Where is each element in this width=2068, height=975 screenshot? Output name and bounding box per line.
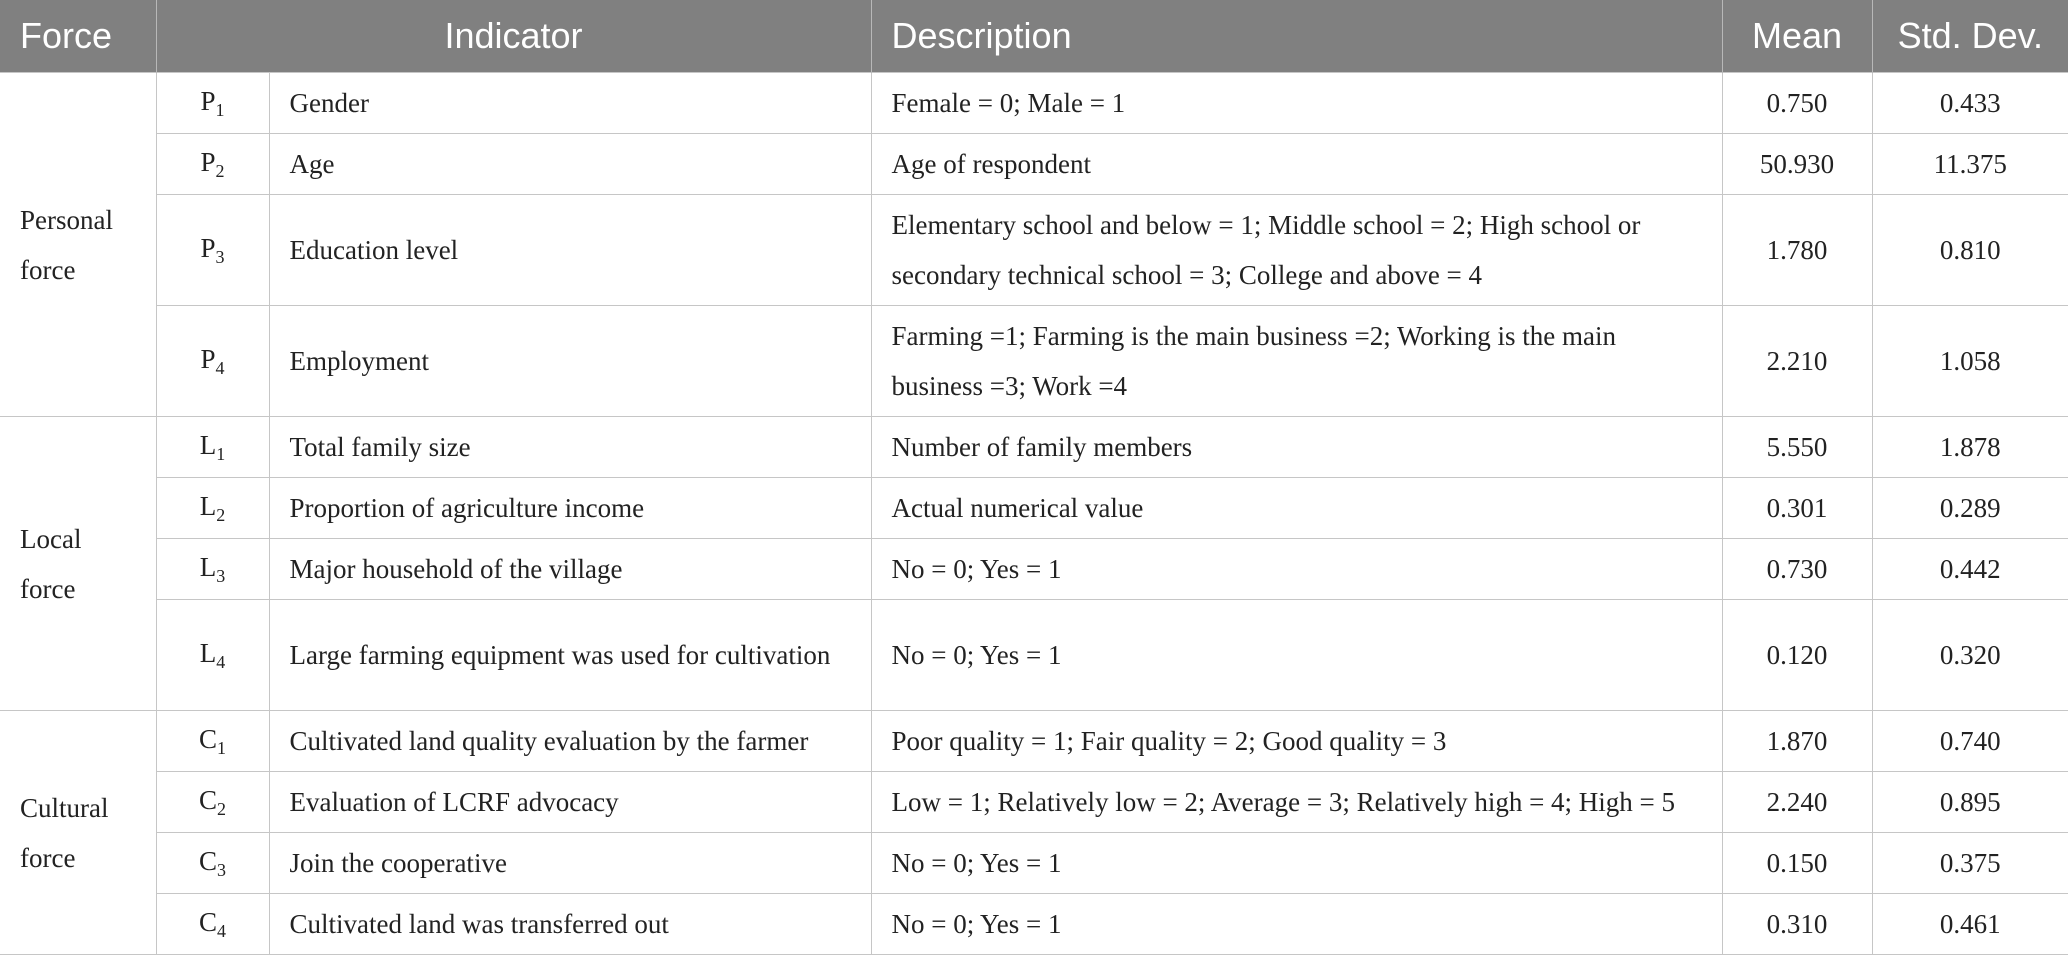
std-cell: 0.375: [1872, 833, 2068, 894]
std-cell: 11.375: [1872, 134, 2068, 195]
std-cell: 1.058: [1872, 306, 2068, 417]
description-cell: No = 0; Yes = 1: [871, 600, 1722, 711]
indicator-code: $P_4$: [156, 306, 269, 417]
mean-cell: 2.210: [1722, 306, 1872, 417]
indicator-code: $C_2$: [156, 772, 269, 833]
indicator-code: $L_2$: [156, 478, 269, 539]
indicator-code: $P_3$: [156, 195, 269, 306]
indicator-cell: Large farming equipment was used for cultivation: [269, 600, 871, 711]
description-cell: Actual numerical value: [871, 478, 1722, 539]
table-row: [0, 195, 2068, 306]
force-cell: Personal force: [0, 73, 156, 417]
table-row: [0, 772, 2068, 833]
indicator-code: $C_3$: [156, 833, 269, 894]
mean-cell: 0.730: [1722, 539, 1872, 600]
indicator-cell: Education level: [269, 195, 871, 306]
std-cell: 0.461: [1872, 894, 2068, 955]
std-cell: 0.810: [1872, 195, 2068, 306]
indicator-code: $L_3$: [156, 539, 269, 600]
table-row: [0, 600, 2068, 711]
indicator-code: $L_4$: [156, 600, 269, 711]
mean-cell: 0.120: [1722, 600, 1872, 711]
table-row: [0, 478, 2068, 539]
mean-cell: 2.240: [1722, 772, 1872, 833]
std-cell: 0.433: [1872, 73, 2068, 134]
table-row: [0, 306, 2068, 417]
description-cell: No = 0; Yes = 1: [871, 539, 1722, 600]
indicator-cell: Total family size: [269, 417, 871, 478]
table-row: [0, 833, 2068, 894]
header-mean: Mean: [1722, 0, 1872, 73]
mean-cell: 0.150: [1722, 833, 1872, 894]
table-row: [0, 134, 2068, 195]
std-cell: 0.740: [1872, 711, 2068, 772]
header-force: Force: [0, 0, 156, 73]
description-cell: No = 0; Yes = 1: [871, 894, 1722, 955]
indicator-cell: Proportion of agriculture income: [269, 478, 871, 539]
header-std-dev: Std. Dev.: [1872, 0, 2068, 73]
force-cell: Local force: [0, 417, 156, 711]
indicator-cell: Major household of the village: [269, 539, 871, 600]
std-cell: 1.878: [1872, 417, 2068, 478]
indicator-cell: Age: [269, 134, 871, 195]
description-cell: No = 0; Yes = 1: [871, 833, 1722, 894]
indicator-code: $P_2$: [156, 134, 269, 195]
table-row: [0, 711, 2068, 772]
description-cell: Poor quality = 1; Fair quality = 2; Good quality = 3: [871, 711, 1722, 772]
indicator-cell: Cultivated land was transferred out: [269, 894, 871, 955]
mean-cell: 0.310: [1722, 894, 1872, 955]
std-cell: 0.320: [1872, 600, 2068, 711]
indicator-cell: Cultivated land quality evaluation by the farmer: [269, 711, 871, 772]
table-row: [0, 73, 2068, 134]
description-cell: Age of respondent: [871, 134, 1722, 195]
std-cell: 0.895: [1872, 772, 2068, 833]
indicator-code: $P_1$: [156, 73, 269, 134]
mean-cell: 0.750: [1722, 73, 1872, 134]
indicator-cell: Gender: [269, 73, 871, 134]
description-cell: Farming =1; Farming is the main business =2; Working is the main business =3; Work =4: [871, 306, 1722, 417]
description-cell: Number of family members: [871, 417, 1722, 478]
std-cell: 0.289: [1872, 478, 2068, 539]
indicator-code: $C_4$: [156, 894, 269, 955]
std-cell: 0.442: [1872, 539, 2068, 600]
mean-cell: 1.870: [1722, 711, 1872, 772]
description-cell: Elementary school and below = 1; Middle school = 2; High school or secondary technical school = 3; College and above = 4: [871, 195, 1722, 306]
mean-cell: 0.301: [1722, 478, 1872, 539]
table-row: [0, 894, 2068, 955]
indicator-cell: Employment: [269, 306, 871, 417]
table-row: [0, 417, 2068, 478]
header-row: [0, 0, 2068, 73]
mean-cell: 1.780: [1722, 195, 1872, 306]
indicator-code: $C_1$: [156, 711, 269, 772]
description-cell: Female = 0; Male = 1: [871, 73, 1722, 134]
indicator-cell: Evaluation of LCRF advocacy: [269, 772, 871, 833]
indicator-cell: Join the cooperative: [269, 833, 871, 894]
indicator-code: $L_1$: [156, 417, 269, 478]
header-indicator: Indicator: [156, 0, 871, 73]
force-cell: Cultural force: [0, 711, 156, 955]
mean-cell: 50.930: [1722, 134, 1872, 195]
table-row: [0, 539, 2068, 600]
header-description: Description: [871, 0, 1722, 73]
mean-cell: 5.550: [1722, 417, 1872, 478]
description-cell: Low = 1; Relatively low = 2; Average = 3; Relatively high = 4; High = 5: [871, 772, 1722, 833]
